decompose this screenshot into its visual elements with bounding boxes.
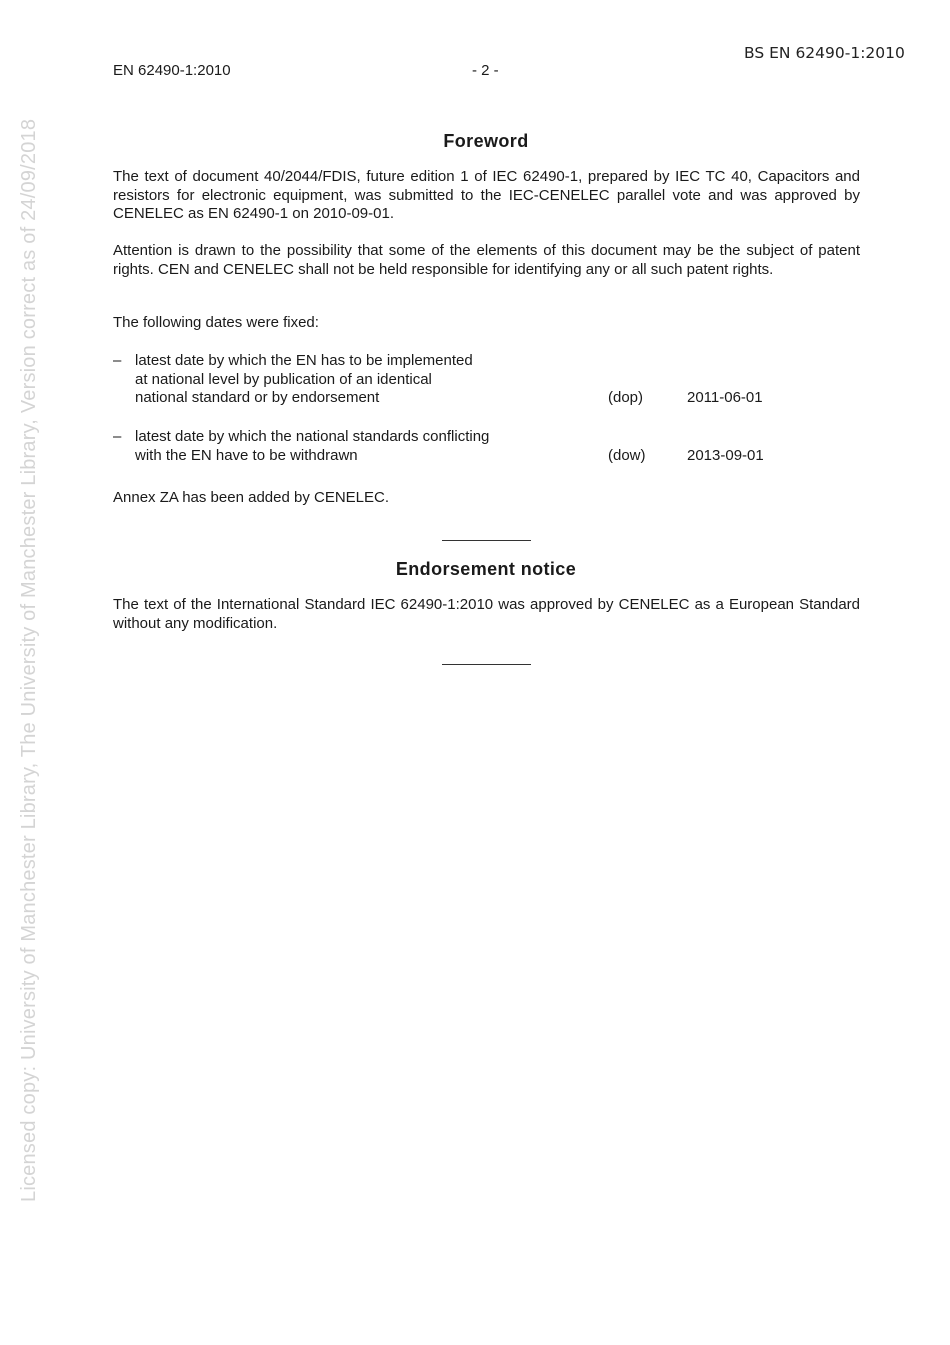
date-item-description — [135, 352, 605, 408]
foreword-paragraph-1: The text of document 40/2044/FDIS, future edition 1 of IEC 62490-1, prepared by IEC TC 40, Capacitors and resistors for electronic equipment, was submitted to the IEC-CENELEC parallel vote and was approved by CENELEC as EN 62490-1 on 2010-09-01. — [113, 168, 860, 222]
date-value: 2013-09-01 — [687, 447, 764, 464]
date-value: 2011-06-01 — [687, 389, 763, 406]
description-line: latest date by which the national standards conflicting — [135, 428, 490, 445]
description-line: latest date by which the EN has to be implemented — [135, 352, 473, 369]
foreword-title: Foreword — [443, 131, 529, 151]
foreword-paragraph-2: Attention is drawn to the possibility that some of the elements of this document may be the subject of patent rights. CEN and CENELEC shall not be held responsible for identifying any or all such patent rights. — [113, 242, 860, 278]
date-item-description — [135, 428, 605, 465]
license-watermark: Licensed copy: University of Manchester Library, The University of Manchester Library, Version correct as of 24/09/2018 — [18, 118, 40, 1202]
section-divider — [442, 664, 531, 665]
description-line: national standard or by endorsement — [135, 389, 380, 406]
annex-note: Annex ZA has been added by CENELEC. — [113, 489, 390, 506]
description-line: at national level by publication of an identical — [135, 370, 432, 388]
description-line: with the EN have to be withdrawn — [135, 446, 358, 464]
date-code: (dop) — [608, 389, 644, 406]
date-item-dow — [113, 428, 813, 465]
bs-standard-code: BS EN 62490-1:2010 — [744, 44, 905, 62]
list-dash: – — [113, 428, 122, 445]
page-number: - 2 - — [472, 62, 499, 79]
document-number: EN 62490-1:2010 — [113, 62, 231, 79]
date-item-dop — [113, 352, 813, 408]
section-divider — [442, 540, 531, 541]
date-code: (dow) — [608, 447, 646, 464]
dates-intro: The following dates were fixed: — [113, 314, 319, 331]
endorsement-title: Endorsement notice — [395, 559, 577, 579]
endorsement-paragraph: The text of the International Standard IEC 62490-1:2010 was approved by CENELEC as a European Standard without any modification. — [113, 596, 860, 632]
list-dash: – — [113, 352, 122, 369]
